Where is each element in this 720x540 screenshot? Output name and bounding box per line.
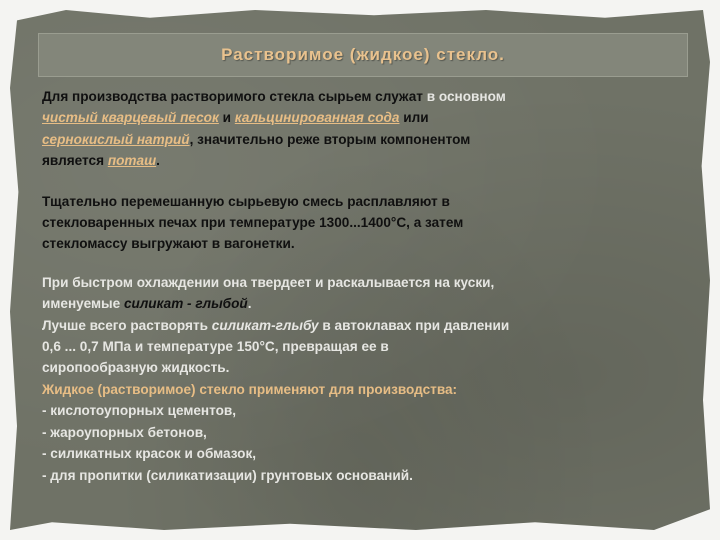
text: Тщательно перемешанную сырьевую смесь расплавляют в [42,193,450,209]
text: является [42,153,108,169]
text: , значительно реже вторым компонентом [189,131,471,147]
text: . [156,153,160,169]
term-silicate-lump-2: силикат-глыбу [211,317,319,333]
list-item: - силикатных красок и обмазок, [42,446,257,462]
paragraph-melting [42,191,690,255]
uses-heading: Жидкое (растворимое) стекло применяют для производства: [42,381,458,397]
text: 0,6 ... 0,7 МПа и температуре 150°С, превращая ее в [42,339,389,355]
text: Лучше всего растворять [42,317,212,333]
uses-section [42,379,690,486]
term-soda-ash: кальцинированная сода [234,110,400,126]
list-item: - для пропитки (силикатизации) грунтовых оснований. [42,467,413,483]
text: или [399,110,429,126]
term-quartz-sand: чистый кварцевый песок [42,110,219,126]
term-silicate-lump: силикат - глыбой [123,296,248,312]
text: именуемые [42,296,124,312]
text-white: в основном [426,89,506,104]
paragraph-raw-materials [42,86,690,172]
text: стекломассу выгружают в вагонетки. [42,236,295,252]
paragraph-cooling [42,272,690,379]
text: Для производства растворимого стекла сырьем служат [42,89,427,104]
text: . [247,296,252,312]
text: При быстром охлаждении она твердеет и раскалывается на куски, [42,274,495,290]
text: сиропообразную жидкость. [42,360,230,376]
text: стекловаренных печах при температуре 1300...1400°С, а затем [42,215,464,231]
text: и [218,110,235,126]
slide-body [42,86,690,486]
title-bar [38,33,688,77]
slide-title: Растворимое (жидкое) стекло. [221,45,505,64]
list-item: - кислотоупорных цементов, [42,403,237,419]
list-item: - жароупорных бетонов, [42,424,207,440]
term-sodium-sulfate: сернокислый натрий [42,131,190,147]
text: в автоклавах при давлении [318,317,510,333]
term-potash: поташ [107,153,157,169]
